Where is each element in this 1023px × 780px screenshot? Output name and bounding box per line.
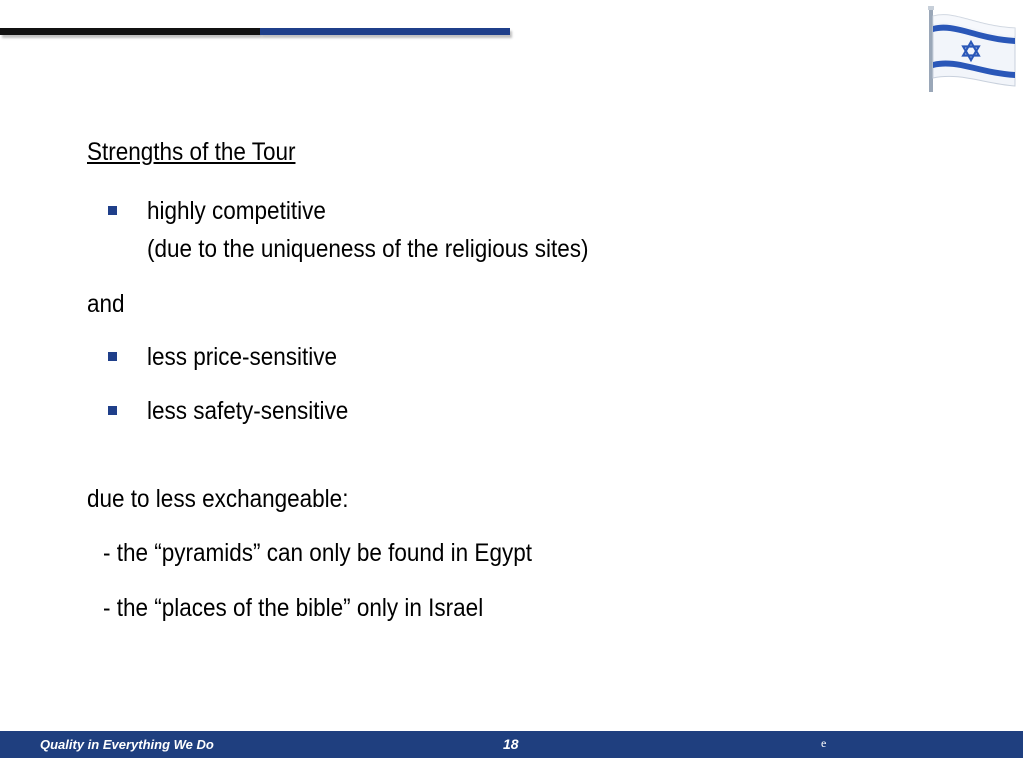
bullet-text-safety: less safety-sensitive xyxy=(147,397,349,425)
square-bullet-icon xyxy=(108,352,117,361)
footer-tagline: Quality in Everything We Do xyxy=(40,737,214,752)
slide-heading: Strengths of the Tour xyxy=(87,138,296,166)
top-decor-bar-black xyxy=(0,28,260,35)
square-bullet-icon xyxy=(108,406,117,415)
israel-flag-icon xyxy=(925,6,1017,92)
footer-mark: e xyxy=(821,736,827,750)
connector-and: and xyxy=(87,290,125,318)
reason-intro: due to less exchangeable: xyxy=(87,485,349,513)
bullet-subtext-uniqueness: (due to the uniqueness of the religious sites) xyxy=(147,235,589,263)
page-number: 18 xyxy=(503,736,519,752)
reason-bible: - the “places of the bible” only in Israel xyxy=(103,594,484,622)
bullet-text-price: less price-sensitive xyxy=(147,343,338,371)
top-decor-bar-blue xyxy=(260,28,510,35)
reason-pyramids: - the “pyramids” can only be found in Egypt xyxy=(103,539,532,567)
footer-bar xyxy=(0,731,1023,758)
square-bullet-icon xyxy=(108,206,117,215)
bullet-text-competitive: highly competitive xyxy=(147,197,326,225)
